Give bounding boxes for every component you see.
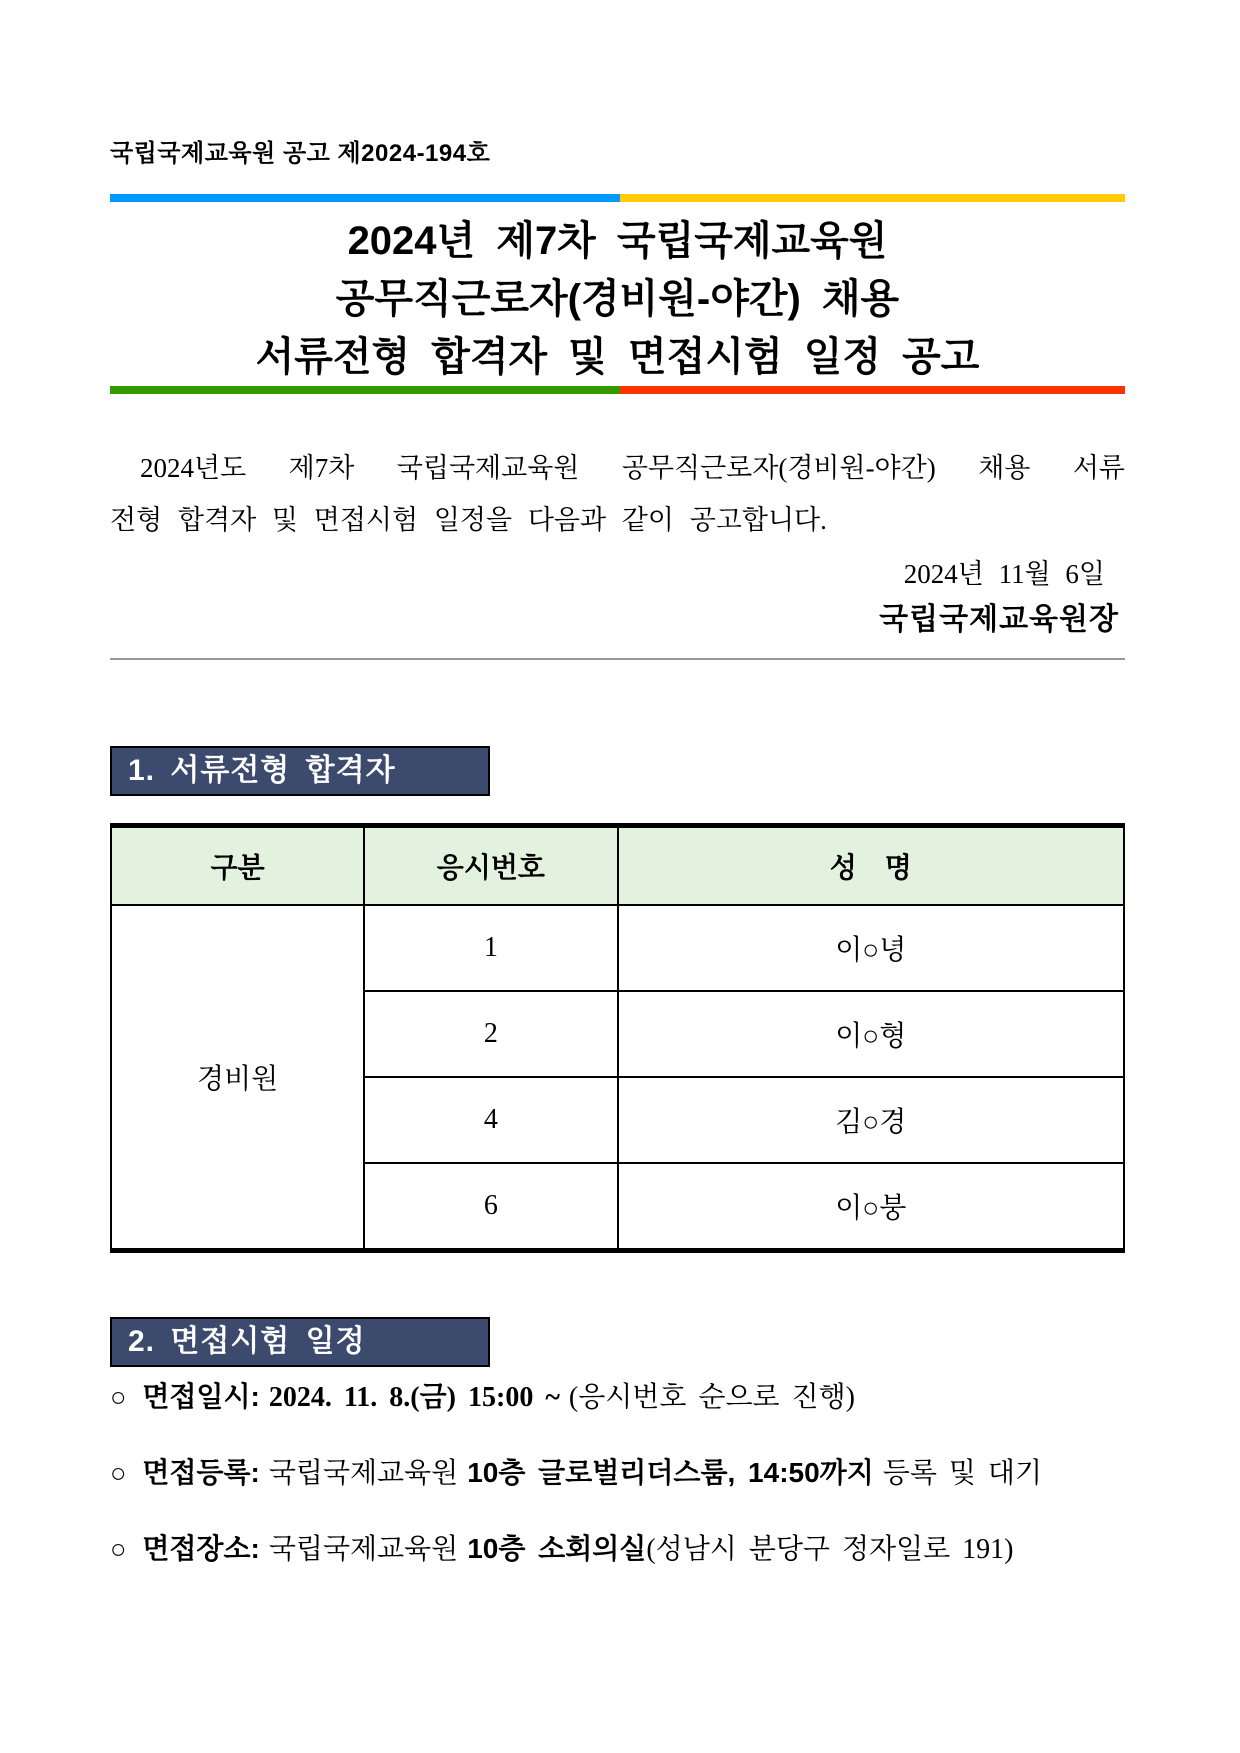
item-label: 면접장소: <box>142 1533 260 1564</box>
name-cell: 이○붕 <box>618 1163 1125 1251</box>
section-1-heading: 1. 서류전형 합격자 <box>110 746 490 796</box>
item-text: 10층 글로벌리더스룸, 14:50까지 <box>467 1457 874 1488</box>
item-text: (성남시 분당구 정자일로 191) <box>646 1534 1014 1565</box>
accent-bar-bottom <box>110 386 1125 394</box>
item-text: 10층 소회의실 <box>467 1533 647 1564</box>
notice-number: 국립국제교육원 공고 제2024-194호 <box>110 140 491 167</box>
number-cell: 2 <box>364 991 617 1077</box>
item-text: (응시번호 순으로 진행) <box>568 1382 855 1413</box>
horizontal-divider <box>110 658 1125 660</box>
circle-bullet-icon: ○ <box>110 1534 127 1564</box>
accent-bar-top <box>110 194 1125 202</box>
list-item-interview-location <box>110 1531 1125 1568</box>
name-cell: 김○경 <box>618 1077 1125 1163</box>
document-content <box>110 140 1125 1568</box>
item-text: 등록 및 대기 <box>882 1458 1043 1489</box>
item-label: 면접일시: <box>142 1381 260 1412</box>
category-cell: 경비원 <box>111 905 364 1251</box>
accent-bar-red-segment <box>620 386 1125 394</box>
accent-bar-yellow-segment <box>620 194 1125 202</box>
title-line-1: 2024년 제7차 국립국제교육원 <box>347 219 888 263</box>
intro-line-2: 전형 합격자 및 면접시험 일정을 다음과 같이 공고합니다. <box>110 505 827 535</box>
list-item-interview-registration <box>110 1455 1125 1492</box>
number-cell: 1 <box>364 905 617 991</box>
column-header-name: 성 명 <box>618 826 1125 906</box>
accent-bar-green-segment <box>110 386 620 394</box>
item-label: 면접등록: <box>142 1457 260 1488</box>
title-line-3: 서류전형 합격자 및 면접시험 일정 공고 <box>255 335 980 379</box>
accent-bar-blue-segment <box>110 194 620 202</box>
circle-bullet-icon: ○ <box>110 1458 127 1488</box>
name-cell: 이○녕 <box>618 905 1125 991</box>
interview-schedule-list <box>110 1379 1125 1568</box>
column-header-number: 응시번호 <box>364 826 617 906</box>
intro-paragraph <box>110 442 1125 546</box>
table-header-row <box>111 826 1124 906</box>
document-title <box>110 212 1125 386</box>
section-2-heading: 2. 면접시험 일정 <box>110 1317 490 1367</box>
number-cell: 4 <box>364 1077 617 1163</box>
circle-bullet-icon: ○ <box>110 1382 127 1412</box>
applicants-table <box>110 823 1125 1253</box>
intro-line-1: 2024년도 제7차 국립국제교육원 공무직근로자(경비원-야간) 채용 서류 <box>140 453 1125 483</box>
title-line-2: 공무직근로자(경비원-야간) 채용 <box>335 277 900 321</box>
number-cell: 6 <box>364 1163 617 1251</box>
announcement-date: 2024년 11월 6일 <box>903 559 1105 589</box>
table-row <box>111 905 1124 991</box>
item-text: 국립국제교육원 <box>268 1458 459 1489</box>
item-text: 국립국제교육원 <box>268 1534 459 1565</box>
name-cell: 이○형 <box>618 991 1125 1077</box>
signature: 국립국제교육원장 <box>879 603 1119 636</box>
item-text: 2024. 11. 8.(금) 15:00 ~ <box>268 1382 560 1413</box>
column-header-category: 구분 <box>111 826 364 906</box>
list-item-interview-datetime <box>110 1379 1125 1416</box>
